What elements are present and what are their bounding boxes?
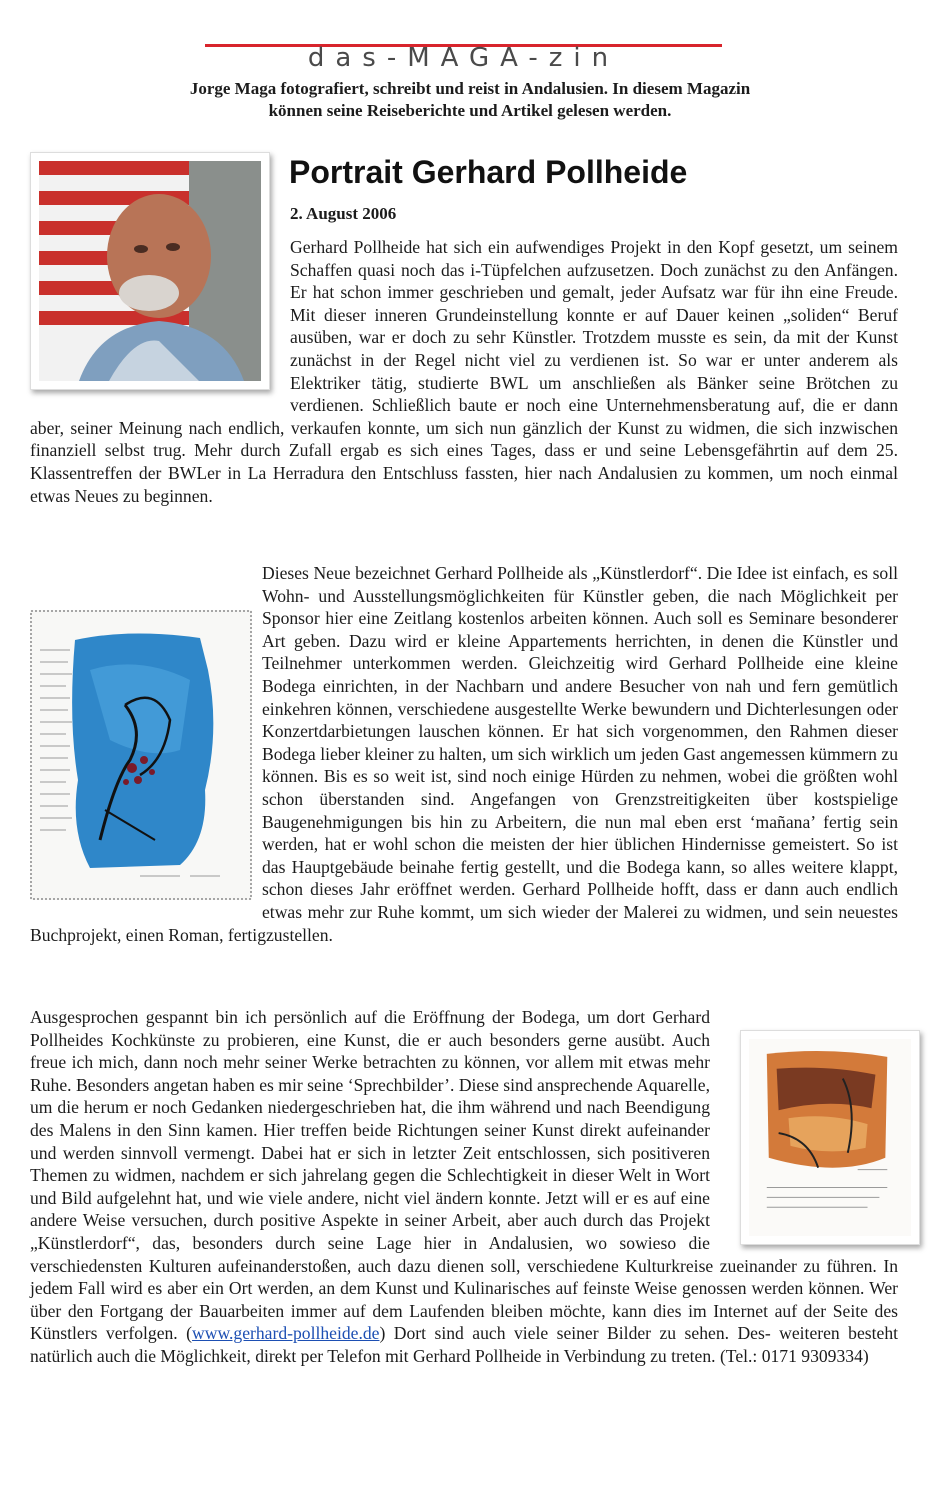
masthead [0, 0, 940, 125]
magazine-tagline: Jorge Maga fotografiert, schreibt und reist in Andalusien. In diesem Magazin können seine Reiseberichte und Artikel gelesen werden. [189, 79, 751, 120]
article-body-section-3 [30, 1006, 898, 1368]
article-paragraph-1: Gerhard Pollheide hat sich ein aufwendiges Projekt in den Kopf gesetzt, um seinem Schaffen quasi noch das i-Tüpfelchen aufzusetzen. Doch zunächst zu den Anfängen. Er hat schon immer geschrieben und gemalt, jeder Aufsatz war für ihn eine Freude. Mit dieser inneren Grundeinstellung konnte er auf Dauer keinen „soliden“ Beruf ausüben, war er doch zu sehr Künstler. Trotzdem musste es sein, da mit der Kunst zunächst in der Regel nicht viel zu verdienen ist. So war er unter anderem als Elektriker tätig, studierte BWL um anschließen als Bänker seine Brötchen zu verdienen. Schließlich baute er noch eine Unternehmensberatung auf, die er dann aber, seiner Meinung nach endlich, verkaufen konnte, um sich nun gänzlich der Kunst zu widmen, die sich inzwischen finanziell selbst trug. Mehr durch Zufall ergab es sich eines Tages, dass er und seine Lebensgefährtin auf dem 25. Klassentreffen der BWLer in La Herradura den Entschluss fassten, hier nach Andalusien zu kommen, um noch einmal etwas Neues zu beginnen. [30, 237, 898, 506]
paragraph-3-text: Ausgesprochen gespannt bin ich persönlich auf die Eröffnung der Bodega, um dort Gerhard Pollheides Kochkünste zu probieren, eine Kunst, die er auch besonders gerne ausübt. Auch freue ich mich, dann noch mehr seiner Werke betrachten zu können, vor allem mit etwas mehr Ruhe. Besonders angetan haben es mir seine ‘Sprechbilder’. Diese sind ansprechende Aquarelle, um die herum er noch Gedanken niedergeschrieben hat, die ihm während und nach Beendigung des Malens in den Sinn kamen. Hier treffen beide Richtungen seiner Kunst direkt aufeinander und werden sinnvoll vermengt. Dabei hat er sich in letzter Zeit entschlossen, sich positiveren Themen zu widmen, nachdem er sich jahrelang gegen die Schlechtigkeit in dieser Welt in Wort und Bild aufgelehnt hat, und wie viele andere, nicht viel ändern konnte. Jetzt will er es auf eine andere Weise versuchen, durch positive Aspekte in seiner Arbeit, aber auch durch das Projekt „Künstlerdorf“, das, besonders durch seine Lage hier in Andalusien, wo sowieso die verschiedensten Kulturen aufeinanderstoßen, auch dazu dienen soll, verschiedene Kulturkreise zueinander zu führen. In jedem Fall wird es aber ein Ort werden, an dem Kunst und Kulinarisches auf feinste Weise genossen werden können. Wer über den Fortgang der Bauarbeiten immer auf dem Laufenden bleiben möchte, kann dies im Internet auf der Seite des Künstlers verfolgen. ( [30, 1007, 898, 1344]
painting1-text-wrap-spacer [30, 608, 262, 908]
article-paragraph-2: Dieses Neue bezeichnet Gerhard Pollheide als „Künstlerdorf“. Die Idee ist einfach, es soll Wohn- und Ausstellungsmöglichkeiten für Künstler geben, die nach Möglichkeit per Sponsor hier eine Zeitlang kostenlos arbeiten können. Auch soll es Seminare besonderer Art geben. Dazu wird er kleine Appartements herrichten, in denen die Künstler und Teilnehmer unterkommen werden. Gleichzeitig wird Gerhard Pollheide eine kleine Bodega einrichten, in der Nachbarn und andere Besucher von nah und fern gemütlich einkehren können, verschiedene ausgestellte Werke bewundern und Dichterlesungen oder Konzertdarbietungen lauschen können. Er hat sich vorgenommen, den Rahmen dieser Bodega lieber kleiner zu halten, um sich wirklich um jeden Gast angemessen kümmern zu können. Bis es so weit ist, sind noch einige Hürden zu nehmen, wobei die größten wohl schon überstanden sind. Angefangen von Grenzstreitigkeiten über kostspielige Baugenehmigungen bis hin zu Arbeitern, die nun mal eben erst ‘mañana’ fertig sein werden, hat er wohl schon die meisten der hier üblichen Hindernisse gemeistert. So ist das Hauptgebäude beinahe fertig gestellt, und die Bodega kann, so alles weitere klappt, schon dieses Jahr eröffnet werden. Gerhard Pollheide hofft, dass er dann auch endlich etwas mehr zur Ruhe kommt, um sich wieder der Malerei zu widmen, und sein neuestes Buchprojekt, einen Roman, fertigzustellen. [30, 563, 898, 945]
article-title: Portrait Gerhard Pollheide [289, 154, 688, 190]
portrait-text-wrap-spacer [30, 236, 290, 402]
article-body-section-2 [30, 562, 898, 946]
artist-website-link[interactable]: www.gerhard-pollheide.de [192, 1323, 380, 1344]
magazine-title: das-MAGA-zin [307, 43, 620, 73]
painting2-text-wrap-spacer [710, 1026, 898, 1254]
article-date: 2. August 2006 [290, 204, 397, 223]
paragraph-3-closing-text: ) Dort sind auch viele seiner Bilder zu sehen. Des- weiteren besteht natürlich auch die Möglichkeit, direkt per Telefon mit Gerhard Pollheide in Verbindung zu treten. (Tel.: 0171 9309334) [30, 1323, 899, 1366]
article-body-section-1 [30, 236, 898, 507]
